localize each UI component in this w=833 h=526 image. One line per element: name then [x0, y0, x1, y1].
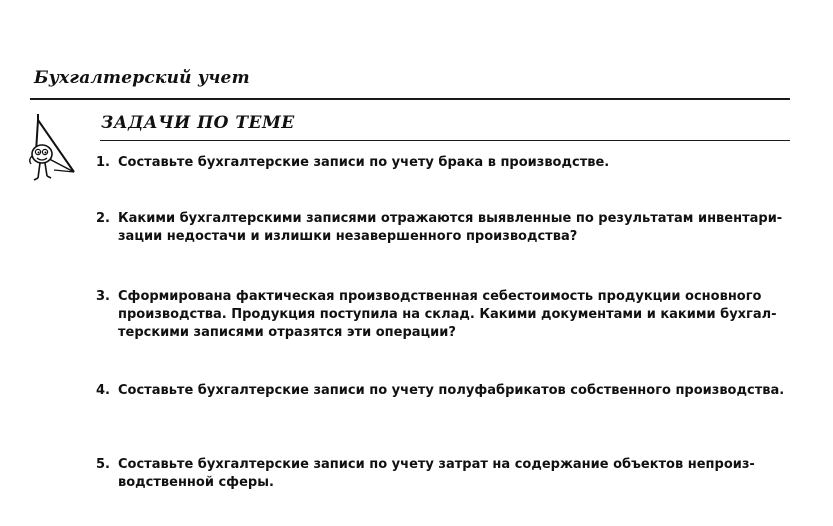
task-item: [96, 210, 786, 246]
task-item: [96, 154, 786, 172]
task-number: 5.: [96, 457, 110, 472]
section-title: ЗАДАЧИ ПО ТЕМЕ: [101, 113, 295, 133]
pencil-mascot-icon: [24, 112, 80, 190]
task-item: [96, 456, 786, 492]
task-number: 1.: [96, 155, 110, 170]
running-head: Бухгалтерский учет: [34, 68, 250, 88]
task-number: 4.: [96, 383, 110, 398]
task-item: [96, 382, 786, 400]
task-number: 2.: [96, 211, 110, 226]
task-text: Какими бухгалтерскими записями отражаются выявленные по результатам инвентари-зации недостачи и излишки незавершенного производства?: [118, 211, 783, 244]
task-item: [96, 288, 786, 342]
header-divider: [30, 98, 790, 100]
task-text: Сформирована фактическая производственная себестоимость продукции основного производства. Продукция поступила на склад. Какими документами и какими бухгал-терскими записями отразятся эти операции?: [118, 289, 777, 340]
task-number: 3.: [96, 289, 110, 304]
section-divider: [100, 140, 790, 141]
task-text: Составьте бухгалтерские записи по учету затрат на содержание объектов непроиз-водственной сферы.: [118, 457, 755, 490]
task-text: Составьте бухгалтерские записи по учету брака в производстве.: [118, 155, 610, 170]
task-text: Составьте бухгалтерские записи по учету полуфабрикатов собственного производства.: [118, 383, 785, 398]
